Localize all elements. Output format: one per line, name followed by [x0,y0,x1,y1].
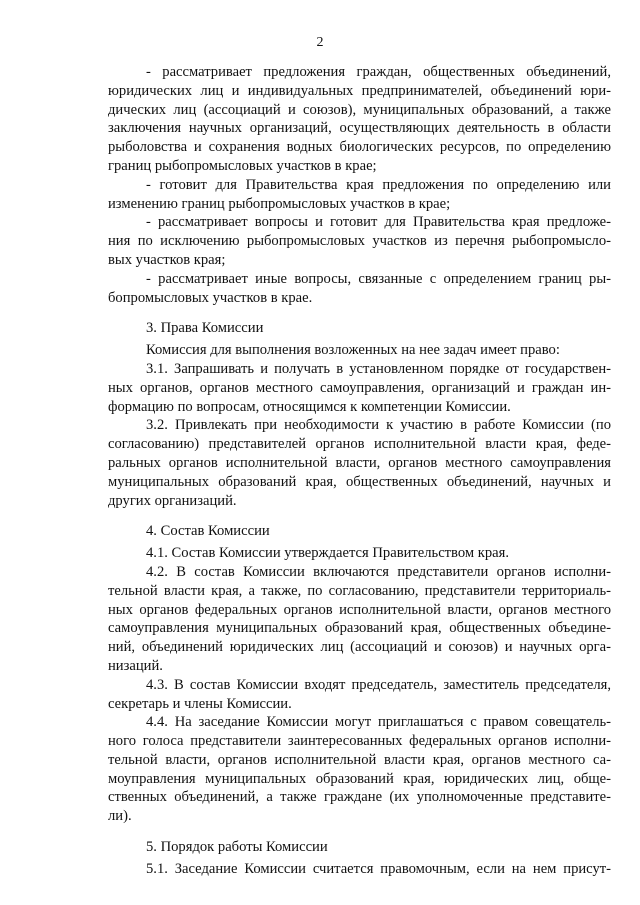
text-line: 4.3. В состав Комиссии входят председатель, заместитель председателя, [146,676,611,693]
text-line: ральных органов исполнительной власти, органов местного самоуправления [108,454,611,471]
section-heading: 5. Порядок работы Комиссии [146,839,328,856]
text-line: 3.2. Привлекать при необходимости к участию в работе Комиссии (по [146,417,611,434]
text-line: вых участков края; [108,251,226,268]
text-line: 4.2. В состав Комиссии включаются представители органов исполни- [146,563,611,580]
text-line: 4.1. Состав Комиссии утверждается Правительством края. [146,545,509,562]
text-line: формацию по вопросам, относящимся к компетенции Комиссии. [108,398,511,415]
text-line: ных органов, органов местного самоуправления, организаций и граждан ин- [108,379,611,396]
text-line: муниципальных образований края, общественных объединений, научных и [108,473,611,490]
text-line: ного голоса представители заинтересованных федеральных органов исполни- [108,733,611,750]
text-line: 5.1. Заседание Комиссии считается правомочным, если на нем присут- [146,860,611,877]
text-line: ли). [108,808,132,825]
section-heading: 3. Права Комиссии [146,320,264,337]
text-line: ственных объединений, а также граждане (их уполномоченные представите- [108,789,611,806]
text-line: - рассматривает вопросы и готовит для Правительства края предложе- [146,214,611,231]
text-line: границ рыбопромысловых участков в крае; [108,157,377,174]
text-line: дических лиц (ассоциаций и союзов), муниципальных образований, а также [108,101,611,118]
text-line: секретарь и члены Комиссии. [108,695,292,712]
text-line: - рассматривает иные вопросы, связанные с определением границ ры- [146,270,611,287]
text-line: заключения научных организаций, осуществляющих деятельность в области [108,120,611,137]
text-line: тельной власти края, а также, по согласованию, представители территориаль- [108,582,611,599]
text-line: согласованию) представителей органов исполнительной власти края, феде- [108,436,611,453]
text-line: тельной власти, органов исполнительной власти края, органов местного са- [108,751,611,768]
text-line: низаций. [108,657,163,674]
body-text [108,63,611,879]
text-line: моуправления муниципальных образований края, юридических лиц, обще- [108,770,611,787]
text-line: бопромысловых участков в крае. [108,289,313,306]
text-line: - готовит для Правительства края предложения по определению или [146,176,611,193]
text-line: 3.1. Запрашивать и получать в установленном порядке от государствен- [146,360,611,377]
text-line: - рассматривает предложения граждан, общественных объединений, [146,64,611,80]
page-number: 2 [316,35,324,50]
text-line: изменению границ рыбопромысловых участков в крае; [108,195,451,212]
text-line: Комиссия для выполнения возложенных на нее задач имеет право: [146,342,560,359]
text-line: ний, объединений юридических лиц (ассоциаций и союзов) и научных орга- [108,639,611,656]
text-line: других организаций. [108,492,237,509]
section-heading: 4. Состав Комиссии [146,523,270,540]
text-line: рыболовства и сохранения водных биологических ресурсов, по определению [108,139,611,156]
text-line: юридических лиц и индивидуальных предпринимателей, объединений юри- [108,82,611,99]
text-line: ных органов федеральных органов исполнительной власти, органов местного [108,601,611,618]
text-line: 4.4. На заседание Комиссии могут приглашаться с правом совещатель- [146,714,611,731]
text-line: самоуправления муниципальных образований края, общественных объедине- [108,620,611,637]
text-line: ния по исключению рыбопромысловых участков из перечня рыбопромысло- [108,233,611,250]
